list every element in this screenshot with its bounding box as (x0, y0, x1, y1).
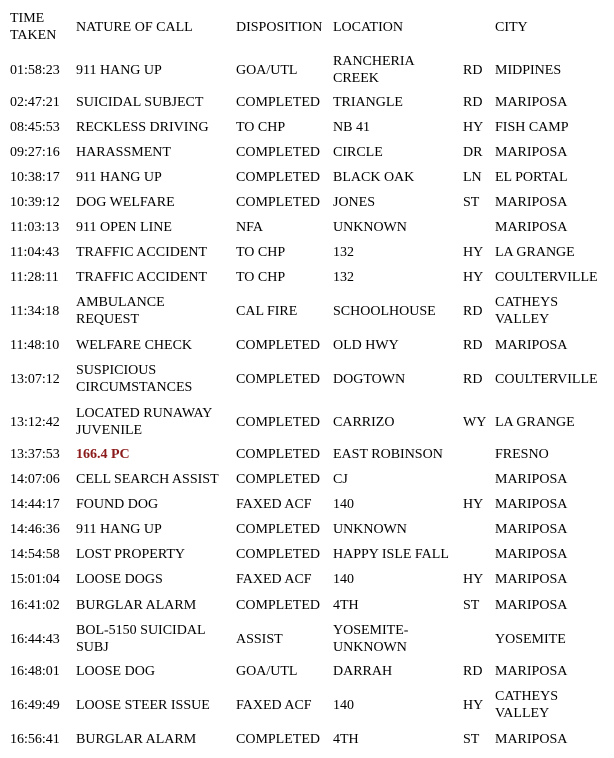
location-cell-line: JONES (333, 195, 376, 210)
nature-of-call-cell (76, 571, 163, 588)
disposition-cell: GOA/UTL (236, 664, 298, 679)
nature-of-call-cell-line: SUBJ (76, 640, 109, 655)
nature-of-call-cell (76, 219, 172, 236)
disposition-cell: COMPLETED (236, 371, 320, 387)
nature-of-call-cell-line: LOOSE STEER ISSUE (76, 697, 210, 713)
city-cell-line: MARIPOSA (495, 664, 568, 679)
nature-of-call-cell-line: TRAFFIC ACCIDENT (76, 270, 208, 285)
location-cell-line: CARRIZO (333, 414, 395, 430)
location-cell-line: DARRAH (333, 664, 393, 679)
nature-of-call-cell (76, 269, 207, 286)
nature-of-call-cell-line: CIRCUMSTANCES (76, 380, 193, 395)
nature-of-call-cell-line: DOG WELFARE (76, 195, 175, 210)
time-taken-cell: 13:37:53 (10, 447, 60, 462)
table-row (0, 546, 614, 563)
disposition-cell: COMPLETED (236, 414, 320, 430)
nature-of-call-cell (76, 94, 203, 111)
city-cell (495, 571, 567, 588)
table-row (0, 144, 614, 161)
street-suffix-cell: DR (463, 145, 483, 160)
disposition-cell: COMPLETED (236, 145, 320, 160)
city-cell (495, 688, 558, 722)
nature-of-call-cell (76, 169, 162, 186)
city-cell (495, 294, 558, 328)
nature-of-call-cell (76, 622, 206, 656)
nature-of-call-cell (76, 144, 171, 161)
street-suffix-cell: ST (463, 195, 480, 210)
street-suffix-cell: HY (463, 497, 484, 512)
table-row (0, 521, 614, 538)
nature-of-call-cell (76, 119, 209, 136)
location-cell (333, 571, 354, 588)
location-cell (333, 496, 354, 513)
location-cell-line: YOSEMITE- (333, 623, 409, 638)
city-cell (495, 337, 567, 354)
location-cell (333, 94, 403, 111)
location-cell-line: RANCHERIA (333, 54, 415, 69)
location-cell-line: 132 (333, 270, 354, 285)
disposition-cell: COMPLETED (236, 732, 320, 747)
location-cell (333, 414, 394, 431)
city-cell-line: YOSEMITE (495, 631, 566, 647)
location-cell-line: UNKNOWN (333, 220, 407, 235)
street-suffix-cell: HY (463, 245, 484, 260)
city-cell-line: MIDPINES (495, 62, 562, 78)
location-cell (333, 169, 414, 186)
nature-of-call-cell (76, 521, 162, 538)
location-cell-line: TRIANGLE (333, 95, 403, 110)
table-row (0, 294, 614, 328)
street-suffix-cell: ST (463, 598, 480, 613)
city-cell-line: MARIPOSA (495, 145, 568, 160)
disposition-cell: COMPLETED (236, 95, 320, 110)
location-cell (333, 371, 405, 388)
city-cell (495, 269, 598, 286)
location-cell-line: HAPPY ISLE FALL (333, 547, 449, 562)
location-cell-line: 140 (333, 697, 354, 713)
nature-of-call-cell-line: 911 HANG UP (76, 62, 162, 78)
city-cell (495, 597, 567, 614)
disposition-cell: COMPLETED (236, 547, 320, 562)
city-cell-line: MARIPOSA (495, 598, 568, 613)
nature-of-call-cell (76, 294, 165, 328)
table-row (0, 663, 614, 680)
disposition-cell: FAXED ACF (236, 497, 312, 512)
table-row (0, 119, 614, 136)
time-taken-cell: 11:03:13 (10, 220, 60, 235)
nature-of-call-cell-line: LOST PROPERTY (76, 547, 185, 562)
disposition-cell: COMPLETED (236, 170, 320, 185)
location-cell (333, 622, 408, 656)
location-cell (333, 244, 354, 261)
city-cell-line: MARIPOSA (495, 572, 568, 587)
disposition-cell: COMPLETED (236, 195, 320, 210)
street-suffix-cell: HY (463, 270, 484, 285)
nature-of-call-cell (76, 446, 130, 463)
city-cell-line: COULTERVILLE (495, 371, 598, 387)
disposition-cell: COMPLETED (236, 447, 320, 462)
header-location: LOCATION (333, 20, 403, 35)
location-cell-line: NB 41 (333, 120, 370, 135)
nature-of-call-cell-line: 911 HANG UP (76, 170, 162, 185)
nature-of-call-cell-line: SUICIDAL SUBJECT (76, 95, 204, 110)
table-row (0, 496, 614, 513)
location-cell (333, 53, 415, 87)
disposition-cell: TO CHP (236, 120, 286, 135)
time-taken-cell: 11:04:43 (10, 245, 60, 260)
table-row (0, 571, 614, 588)
location-cell-line: SCHOOLHOUSE (333, 303, 436, 319)
location-cell-line: 140 (333, 497, 354, 512)
location-cell (333, 546, 449, 563)
city-cell (495, 371, 598, 388)
disposition-cell: FAXED ACF (236, 697, 312, 713)
table-row (0, 194, 614, 211)
header-time-line2: TAKEN (10, 28, 57, 43)
city-cell-line: MARIPOSA (495, 338, 568, 353)
nature-of-call-cell (76, 471, 219, 488)
nature-of-call-cell (76, 244, 207, 261)
time-taken-cell: 14:54:58 (10, 547, 60, 562)
nature-of-call-cell-line: 911 HANG UP (76, 522, 162, 537)
time-taken-cell: 02:47:21 (10, 95, 60, 110)
location-cell-line: UNKNOWN (333, 522, 407, 537)
street-suffix-cell: RD (463, 664, 483, 679)
time-taken-cell: 16:56:41 (10, 732, 60, 747)
nature-of-call-cell-line: JUVENILE (76, 423, 143, 438)
nature-of-call-cell-line: RECKLESS DRIVING (76, 120, 209, 135)
table-row (0, 597, 614, 614)
time-taken-cell: 15:01:04 (10, 572, 60, 587)
street-suffix-cell: RD (463, 62, 483, 78)
disposition-cell: GOA/UTL (236, 62, 298, 78)
time-taken-cell: 13:07:12 (10, 371, 60, 387)
table-row (0, 471, 614, 488)
nature-of-call-cell (76, 731, 196, 748)
location-cell (333, 144, 383, 161)
location-cell (333, 194, 375, 211)
time-taken-cell: 10:38:17 (10, 170, 60, 185)
table-row (0, 446, 614, 463)
header-nature-of-call: NATURE OF CALL (76, 20, 193, 35)
table-row (0, 362, 614, 396)
table-row (0, 219, 614, 236)
city-cell (495, 414, 575, 431)
time-taken-cell: 14:07:06 (10, 472, 60, 487)
location-cell (333, 663, 392, 680)
street-suffix-cell: HY (463, 572, 484, 587)
street-suffix-cell: RD (463, 338, 483, 353)
city-cell (495, 471, 567, 488)
city-cell-line: VALLEY (495, 312, 550, 327)
nature-of-call-cell-line: WELFARE CHECK (76, 338, 193, 353)
city-cell-line: COULTERVILLE (495, 270, 598, 285)
nature-of-call-cell-line: FOUND DOG (76, 497, 159, 512)
nature-of-call-cell-line: BURGLAR ALARM (76, 598, 197, 613)
location-cell-line: CJ (333, 472, 348, 487)
city-cell (495, 194, 567, 211)
street-suffix-cell: HY (463, 120, 484, 135)
nature-of-call-cell (76, 496, 158, 513)
table-row (0, 622, 614, 656)
street-suffix-cell: LN (463, 170, 482, 185)
city-cell (495, 169, 568, 186)
time-taken-cell: 16:49:49 (10, 697, 60, 713)
nature-of-call-cell (76, 405, 212, 439)
location-cell (333, 471, 348, 488)
location-cell (333, 597, 359, 614)
location-cell (333, 697, 354, 714)
time-taken-cell: 14:44:17 (10, 497, 60, 512)
disposition-cell: NFA (236, 220, 263, 235)
time-taken-cell: 16:48:01 (10, 664, 60, 679)
city-cell (495, 546, 567, 563)
city-cell-line: VALLEY (495, 706, 550, 721)
table-row (0, 269, 614, 286)
city-cell (495, 94, 567, 111)
time-taken-cell: 09:27:16 (10, 145, 60, 160)
time-taken-cell: 13:12:42 (10, 414, 60, 430)
city-cell (495, 521, 567, 538)
location-cell (333, 119, 370, 136)
disposition-cell: ASSIST (236, 631, 283, 647)
nature-of-call-cell-line: AMBULANCE (76, 295, 165, 310)
table-row (0, 94, 614, 111)
location-cell-line: DOGTOWN (333, 371, 406, 387)
nature-of-call-cell-line: LOCATED RUNAWAY (76, 406, 213, 421)
city-cell (495, 731, 567, 748)
city-cell-line: MARIPOSA (495, 220, 568, 235)
nature-of-call-cell-line: LOOSE DOG (76, 664, 155, 679)
city-cell-line: FISH CAMP (495, 120, 569, 135)
nature-of-call-cell (76, 362, 192, 396)
nature-of-call-cell (76, 194, 175, 211)
city-cell (495, 631, 566, 648)
table-row (0, 405, 614, 439)
time-taken-cell: 11:28:11 (10, 270, 59, 285)
disposition-cell: CAL FIRE (236, 303, 298, 319)
city-cell-line: MARIPOSA (495, 95, 568, 110)
city-cell-line: MARIPOSA (495, 472, 568, 487)
table-row (0, 688, 614, 722)
street-suffix-cell: RD (463, 95, 483, 110)
location-cell-line: 4TH (333, 598, 359, 613)
location-cell (333, 303, 436, 320)
street-suffix-cell: WY (463, 414, 487, 430)
nature-of-call-cell-line: BOL-5150 SUICIDAL (76, 623, 206, 638)
disposition-cell: COMPLETED (236, 598, 320, 613)
nature-of-call-cell-line: SUSPICIOUS (76, 363, 157, 378)
city-cell (495, 144, 567, 161)
time-taken-cell: 16:41:02 (10, 598, 60, 613)
city-cell-line: LA GRANGE (495, 245, 575, 260)
location-cell-line: BLACK OAK (333, 170, 415, 185)
header-city: CITY (495, 20, 528, 35)
nature-of-call-cell-line: LOOSE DOGS (76, 572, 163, 587)
nature-of-call-cell-line: REQUEST (76, 312, 139, 327)
city-cell (495, 663, 567, 680)
header-disposition: DISPOSITION (236, 20, 323, 35)
nature-of-call-cell (76, 546, 185, 563)
table-header-row (0, 9, 614, 45)
time-taken-cell: 01:58:23 (10, 62, 60, 78)
disposition-cell: FAXED ACF (236, 572, 312, 587)
street-suffix-cell: RD (463, 371, 483, 387)
time-taken-cell: 08:45:53 (10, 120, 60, 135)
city-cell-line: EL PORTAL (495, 170, 568, 185)
nature-of-call-cell (76, 663, 155, 680)
time-taken-cell: 14:46:36 (10, 522, 60, 537)
city-cell (495, 446, 549, 463)
city-cell-line: FRESNO (495, 447, 549, 462)
street-suffix-cell: HY (463, 697, 484, 713)
location-cell (333, 337, 399, 354)
time-taken-cell: 16:44:43 (10, 631, 60, 647)
location-cell-line: EAST ROBINSON (333, 447, 443, 462)
location-cell-line: CREEK (333, 71, 379, 86)
location-cell-line: 132 (333, 245, 354, 260)
location-cell (333, 269, 354, 286)
disposition-cell: COMPLETED (236, 338, 320, 353)
location-cell (333, 446, 443, 463)
location-cell-line: UNKNOWN (333, 640, 407, 655)
city-cell (495, 219, 567, 236)
nature-of-call-cell-line: HARASSMENT (76, 145, 171, 160)
street-suffix-cell: ST (463, 732, 480, 747)
nature-of-call-cell-line: 911 OPEN LINE (76, 220, 172, 235)
city-cell-line: MARIPOSA (495, 547, 568, 562)
disposition-cell: TO CHP (236, 270, 286, 285)
table-row (0, 53, 614, 87)
city-cell-line: LA GRANGE (495, 414, 575, 430)
nature-of-call-cell-line: CELL SEARCH ASSIST (76, 472, 219, 487)
street-suffix-cell: RD (463, 303, 483, 319)
disposition-cell: COMPLETED (236, 522, 320, 537)
nature-of-call-cell-line: TRAFFIC ACCIDENT (76, 245, 208, 260)
city-cell-line: MARIPOSA (495, 497, 568, 512)
location-cell-line: CIRCLE (333, 145, 383, 160)
location-cell (333, 731, 359, 748)
city-cell (495, 119, 569, 136)
city-cell-line: MARIPOSA (495, 522, 568, 537)
table-row (0, 337, 614, 354)
city-cell-line: CATHEYS (495, 689, 559, 704)
city-cell-line: MARIPOSA (495, 195, 568, 210)
disposition-cell: COMPLETED (236, 472, 320, 487)
disposition-cell: TO CHP (236, 245, 286, 260)
nature-of-call-cell (76, 697, 210, 714)
table-row (0, 169, 614, 186)
city-cell-line: MARIPOSA (495, 732, 568, 747)
nature-of-call-cell (76, 597, 196, 614)
time-taken-cell: 10:39:12 (10, 195, 60, 210)
city-cell (495, 62, 561, 79)
nature-of-call-cell (76, 337, 192, 354)
city-cell (495, 244, 575, 261)
city-cell (495, 496, 567, 513)
time-taken-cell: 11:48:10 (10, 338, 60, 353)
location-cell-line: OLD HWY (333, 338, 399, 353)
nature-of-call-cell (76, 62, 162, 79)
location-cell (333, 521, 407, 538)
city-cell-line: CATHEYS (495, 295, 559, 310)
table-row (0, 731, 614, 748)
location-cell (333, 219, 407, 236)
header-time-line1: TIME (10, 11, 45, 26)
location-cell-line: 140 (333, 572, 354, 587)
header-time-taken (10, 10, 56, 44)
time-taken-cell: 11:34:18 (10, 303, 60, 319)
nature-of-call-cell-line: BURGLAR ALARM (76, 732, 197, 747)
table-row (0, 244, 614, 261)
nature-of-call-cell-line: 166.4 PC (76, 447, 130, 462)
location-cell-line: 4TH (333, 732, 359, 747)
